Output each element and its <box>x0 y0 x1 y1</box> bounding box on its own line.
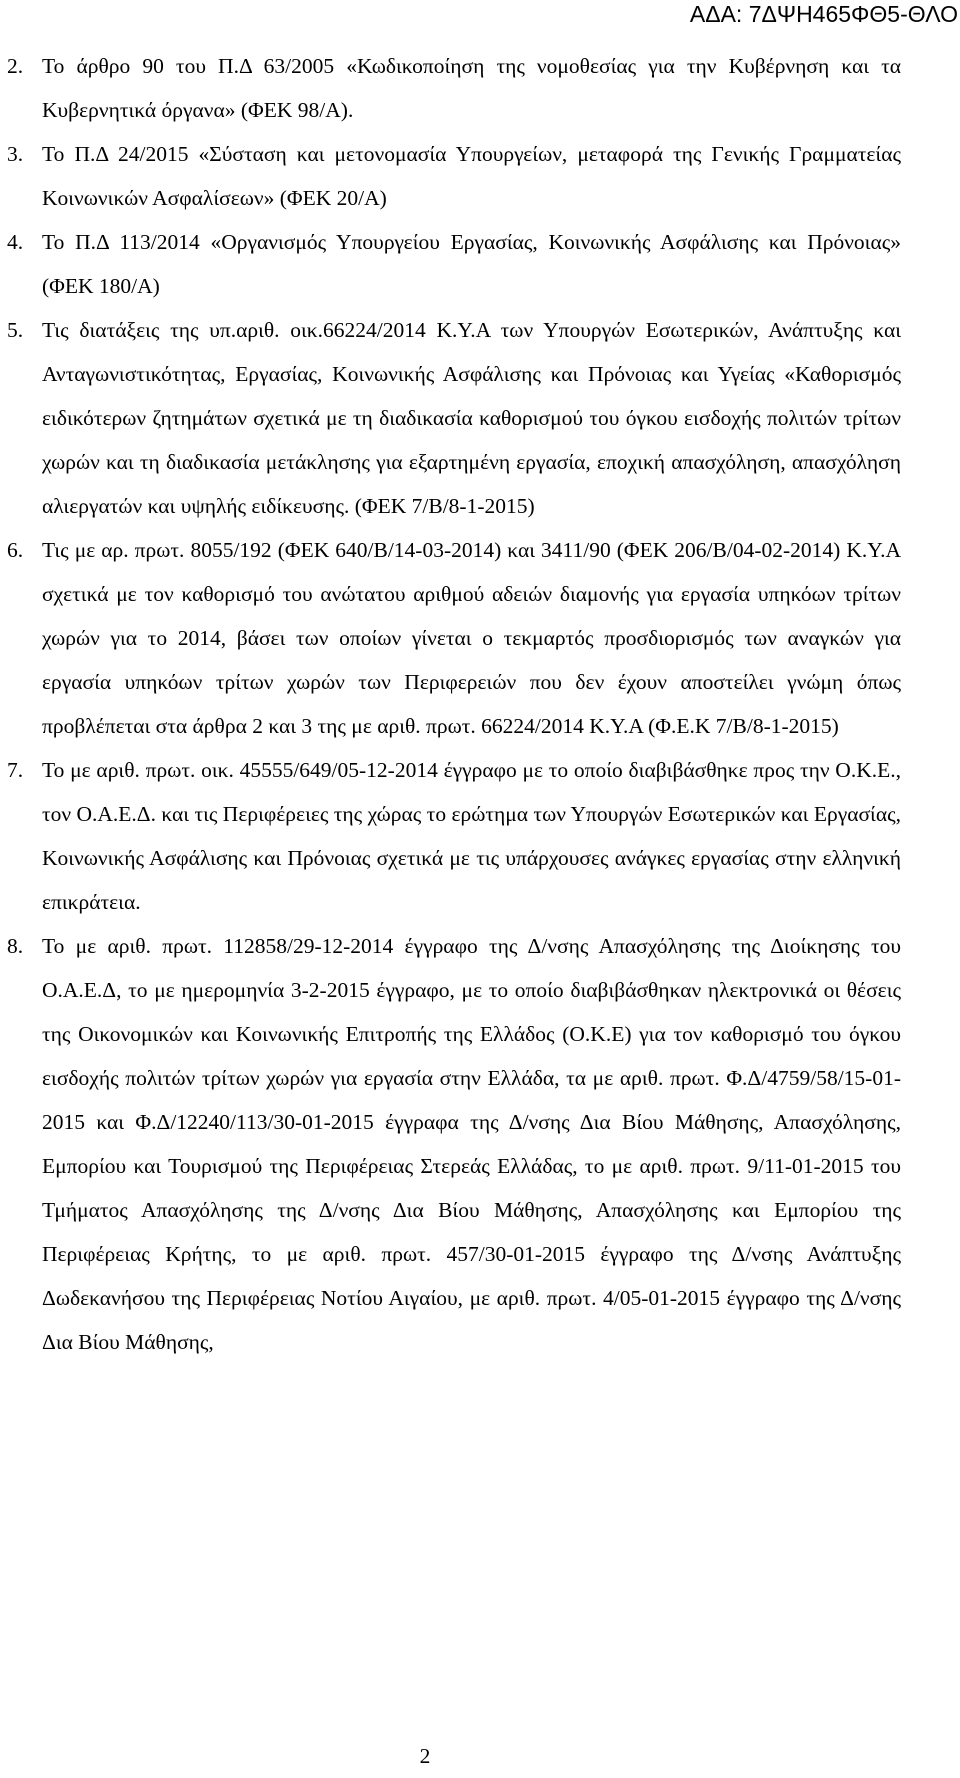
list-item-number: 3. <box>7 142 24 166</box>
list-item-text: Το Π.Δ 113/2014 «Οργανισμός Υπουργείου Εργασίας, Κοινωνικής Ασφάλισης και Πρόνοιας» (ΦΕΚ 180/Α) <box>42 230 901 298</box>
list-item <box>7 924 901 1364</box>
list-item <box>7 308 901 528</box>
list-item <box>7 748 901 924</box>
list-item-number: 6. <box>7 538 24 562</box>
list-item <box>7 132 901 220</box>
list-item-text: Το Π.Δ 24/2015 «Σύσταση και μετονομασία Υπουργείων, μεταφορά της Γενικής Γραμματείας Κοινωνικών Ασφαλίσεων» (ΦΕΚ 20/Α) <box>42 142 901 210</box>
document-body <box>7 44 901 1364</box>
list-item-number: 2. <box>7 54 24 78</box>
list-item-text: Το με αριθ. πρωτ. οικ. 45555/649/05-12-2014 έγγραφο με το οποίο διαβιβάσθηκε προς την Ο.Κ.Ε., τον Ο.Α.Ε.Δ. και τις Περιφέρειες της χώρας το ερώτημα των Υπουργών Εσωτερικών και Εργασίας, Κοινωνικής Ασφάλισης και Πρόνοιας σχετικά με τις υπάρχουσες ανάγκες εργασίας στην ελληνική επικράτεια. <box>42 758 901 914</box>
page-number: 2 <box>419 1744 431 1768</box>
list-item-number: 4. <box>7 230 24 254</box>
list-item-number: 5. <box>7 318 24 342</box>
list-item-text: Το άρθρο 90 του Π.Δ 63/2005 «Κωδικοποίηση της νομοθεσίας για την Κυβέρνηση και τα Κυβερνητικά όργανα» (ΦΕΚ 98/Α). <box>42 54 901 122</box>
list-item-text: Το με αριθ. πρωτ. 112858/29-12-2014 έγγραφο της Δ/νσης Απασχόλησης της Διοίκησης του Ο.Α.Ε.Δ, το με ημερομηνία 3-2-2015 έγγραφο, με το οποίο διαβιβάσθηκαν ηλεκτρονικά οι θέσεις της Οικονομικών και Κοινωνικής Επιτροπής της Ελλάδος (Ο.Κ.Ε) για τον καθορισμό του όγκου εισδοχής πολιτών τρίτων χωρών για εργασία στην Ελλάδα, τα με αριθ. πρωτ. Φ.Δ/4759/58/15-01-2015 και Φ.Δ/12240/113/30-01-2015 έγγραφα της Δ/νσης Δια Βίου Μάθησης, Απασχόλησης, Εμπορίου και Τουρισμού της Περιφέρειας Στερεάς Ελλάδας, το με αριθ. πρωτ. 9/11-01-2015 του Τμήματος Απασχόλησης της Δ/νσης Δια Βίου Μάθησης, Απασχόλησης και Εμπορίου της Περιφέρειας Κρήτης, το με αριθ. πρωτ. 457/30-01-2015 έγγραφο της Δ/νσης Ανάπτυξης Δωδεκανήσου της Περιφέρειας Νοτίου Αιγαίου, με αριθ. πρωτ. 4/05-01-2015 έγγραφο της Δ/νσης Δια Βίου Μάθησης, <box>42 934 901 1354</box>
list-item-number: 7. <box>7 758 24 782</box>
list-item <box>7 44 901 132</box>
ada-code: ΑΔΑ: 7ΔΨΗ465ΦΘ5-ΘΛΟ <box>689 1 958 27</box>
list-item <box>7 220 901 308</box>
list-item-text: Τις με αρ. πρωτ. 8055/192 (ΦΕΚ 640/Β/14-03-2014) και 3411/90 (ΦΕΚ 206/Β/04-02-2014) Κ.Υ.Α σχετικά με τον καθορισμό του ανώτατου αριθμού αδειών διαμονής για εργασία υπηκόων τρίτων χωρών για το 2014, βάσει των οποίων γίνεται ο τεκμαρτός προσδιορισμός των αναγκών για εργασία υπηκόων τρίτων χωρών των Περιφερειών που δεν έχουν αποστείλει γνώμη όπως προβλέπεται στα άρθρα 2 και 3 της με αριθ. πρωτ. 66224/2014 Κ.Υ.Α (Φ.Ε.Κ 7/Β/8-1-2015) <box>42 538 901 738</box>
list-item-number: 8. <box>7 934 24 958</box>
list-item <box>7 528 901 748</box>
list-item-text: Τις διατάξεις της υπ.αριθ. οικ.66224/2014 Κ.Υ.Α των Υπουργών Εσωτερικών, Ανάπτυξης και Ανταγωνιστικότητας, Εργασίας, Κοινωνικής Ασφάλισης και Πρόνοιας και Υγείας «Καθορισμός ειδικότερων ζητημάτων σχετικά με τη διαδικασία καθορισμού του όγκου εισδοχής πολιτών τρίτων χωρών και τη διαδικασία μετάκλησης για εξαρτημένη εργασία, εποχική απασχόληση, απασχόληση αλιεργατών και υψηλής ειδίκευσης. (ΦΕΚ 7/Β/8-1-2015) <box>42 318 901 518</box>
